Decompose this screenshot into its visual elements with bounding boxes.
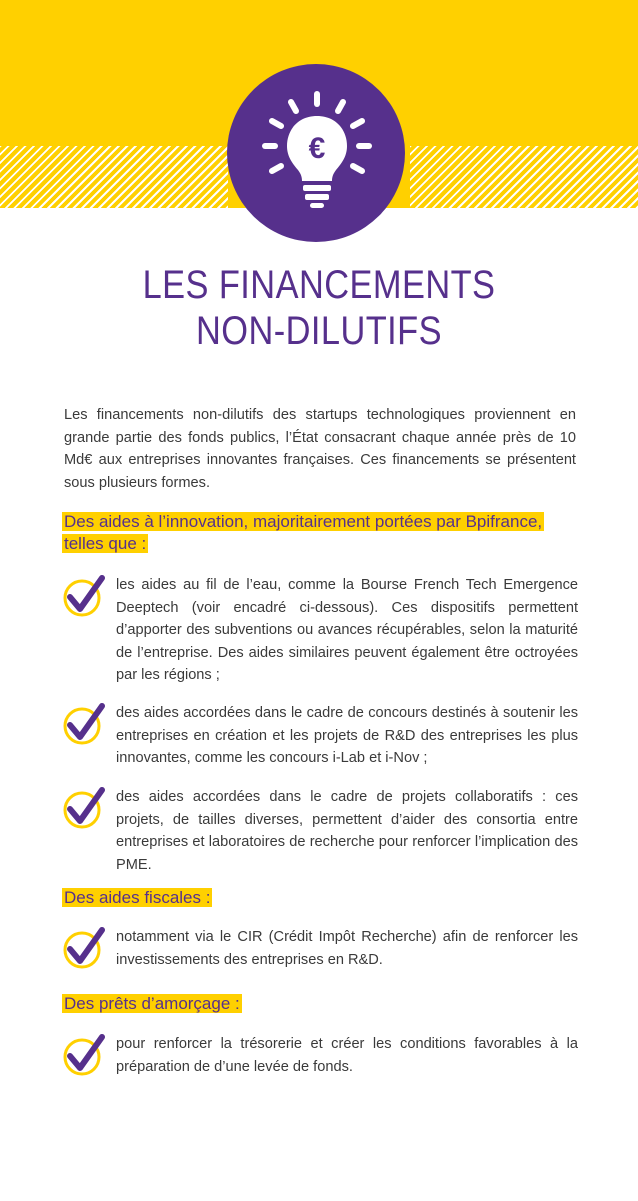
intro-paragraph: Les financements non-dilutifs des startups technologiques proviennent en grande partie des fonds publics, l’État consacrant chaque année près de 10 Md€ aux entreprises innovantes françaises. Ces financements se présentent sous plusieurs formes. [64,407,576,491]
stripe-band-left [0,146,228,208]
checkmark-icon [62,702,106,746]
checkmark-icon [62,1033,106,1077]
list-item-text: des aides accordées dans le cadre de projets collaboratifs : ces projets, de tailles diverses, permettent d’aider des consortia entre entreprises et laboratoires de recherche pour renforcer l’implication des PME. [116,789,578,873]
title-line-2: NON-DILUTIFS [196,309,442,353]
section-heading-loans [62,993,242,1015]
section-heading-fiscal [62,887,212,909]
section-heading-text: Des aides fiscales : [64,888,211,907]
checkmark-icon [62,786,106,830]
euro-symbol: € [308,132,326,165]
list-item-text: pour renforcer la trésorerie et créer les conditions favorables à la préparation de d’une levée de fonds. [116,1036,578,1075]
list-item-text: des aides accordées dans le cadre de concours destinés à soutenir les entreprises en création et les projets de R&D des entreprises les plus innovantes, comme les concours i-Lab et i-Nov ; [116,705,578,767]
list-item-text: notamment via le CIR (Crédit Impôt Recherche) afin de renforcer les investissements des entreprises en R&D. [116,929,578,968]
section-heading-innovation [62,511,576,555]
checkmark-icon [62,926,106,970]
title-line-1: LES FINANCEMENTS [142,263,496,307]
stripe-band-right [410,146,638,208]
lightbulb-euro-icon [255,86,379,216]
section-heading-text: Des prêts d’amorçage : [64,994,240,1013]
checkmark-icon [62,574,106,618]
list-item-text: les aides au fil de l’eau, comme la Bourse French Tech Emergence Deeptech (voir encadré ci-dessous). Ces dispositifs permettent d’apporter des subventions ou avances récupérables, selon la maturité de l’entreprise. Des aides similaires peuvent également être octroyées par les régions ; [116,577,578,684]
section-heading-text: Des aides à l’innovation, majoritairement portées par Bpifrance, telles que : [64,512,543,553]
page-title [45,262,594,354]
